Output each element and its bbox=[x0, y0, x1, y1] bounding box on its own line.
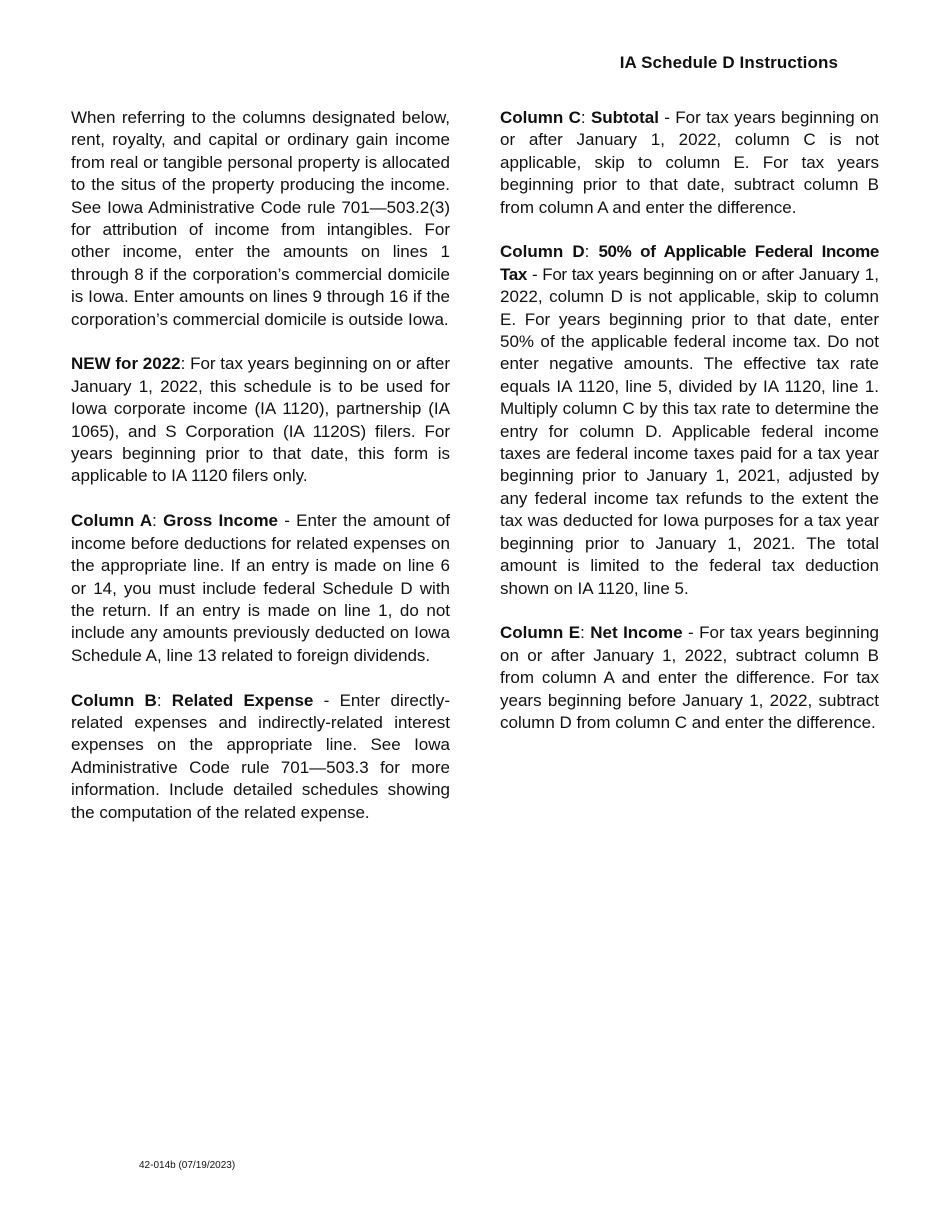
column-b-title: Related Expense bbox=[171, 690, 314, 710]
column-c-title: Subtotal bbox=[590, 108, 659, 127]
form-code: 42-014b (07/19/2023) bbox=[139, 1160, 236, 1171]
column-e-separator: : bbox=[580, 623, 591, 643]
column-a-text: - Enter the amount of income before deductions for related expenses on the appropriate line. If an entry is made on line 6 or 14, you must include federal Schedule D with the return. If an entry is made on line 1, do not include any amounts previously deducted on Iowa Schedule A, line 13 related to foreign dividends. bbox=[71, 511, 451, 665]
column-d-separator: : bbox=[584, 242, 599, 262]
left-column bbox=[71, 107, 450, 846]
column-a-label: Column A bbox=[71, 511, 153, 531]
column-e-label: Column E bbox=[500, 623, 581, 643]
column-c-paragraph bbox=[500, 107, 879, 219]
column-b-text: - Enter directly-related expenses and indirectly-related interest expenses on the appropriate line. See Iowa Administrative Code rule 701—503.3 for more information. Include detailed schedules showing the computation of the related expense. bbox=[71, 690, 450, 822]
column-c-label: Column C bbox=[500, 108, 581, 127]
column-d-text: January 1, 2022, column D is not applicable, skip to column E. For years beginning prior to that date, enter 50% of the applicable federal income tax. Do not enter negative amounts. The effective tax rate equals IA 1120, line 5, divided by IA 1120, line 1. Multiply column C by this tax rate to determine the entry for column D. Applicable federal income taxes are federal income taxes paid for a tax year beginning prior to January 1, 2021, adjusted by any federal income tax refunds to the extent the tax was deducted for Iowa purposes for a tax year beginning prior to January 1, 2021. The total amount is limited to the federal tax deduction shown on IA 1120, line 5. bbox=[500, 264, 879, 598]
column-b-paragraph bbox=[71, 690, 450, 824]
page-title: IA Schedule D Instructions bbox=[619, 53, 838, 72]
column-a-paragraph bbox=[71, 510, 450, 667]
intro-paragraph: When referring to the columns designated below, rent, royalty, and capital or ordinary gain income from real or tangible personal property is allocated to the situs of the property producing the income. See Iowa Administrative Code rule 701—503.2(3) for attribution of income from intangibles. For other income, enter the amounts on lines 1 through 8 if the corporation’s commercial domicile is Iowa. Enter amounts on lines 9 through 16 if the corporation’s commercial domicile is outside Iowa. bbox=[71, 108, 450, 329]
column-a-title: Gross Income bbox=[163, 511, 279, 531]
column-e-text: - For tax years beginning on or after January 1, 2022, subtract column B from column A and enter the difference. For tax years beginning before January 1, 2022, subtract column D from column C and enter the difference. bbox=[500, 623, 879, 732]
column-c-separator: : bbox=[580, 108, 591, 127]
column-b-label: Column B bbox=[71, 690, 157, 710]
column-d-label: Column D bbox=[500, 242, 585, 262]
new-for-2022-label: NEW for 2022 bbox=[71, 354, 181, 374]
column-e-title: Net Income bbox=[590, 623, 683, 643]
column-a-separator: : bbox=[152, 511, 164, 531]
new-for-2022-paragraph bbox=[71, 353, 450, 487]
new-for-2022-text: : For tax years beginning on or after January 1, 2022, this schedule is to be used for Iowa corporate income (IA 1120), partnership (IA 1065), and S Corporation (IA 1120S) filers. For years beginning prior to that date, this form is applicable to IA 1120 filers only. bbox=[71, 354, 450, 486]
column-d-text-first: - For tax years beginning on or after bbox=[526, 264, 794, 284]
column-b-separator: : bbox=[156, 690, 172, 710]
column-d-title: 50% of Applicable Federal Income Tax bbox=[500, 242, 879, 284]
column-e-paragraph bbox=[500, 622, 879, 734]
column-c-text: - For tax years beginning on or after January 1, 2022, column C is not applicable, skip to column E. For tax years beginning prior to that date, subtract column B from column A and enter the difference. bbox=[500, 108, 879, 217]
column-d-paragraph bbox=[500, 241, 879, 600]
right-column bbox=[500, 107, 879, 757]
